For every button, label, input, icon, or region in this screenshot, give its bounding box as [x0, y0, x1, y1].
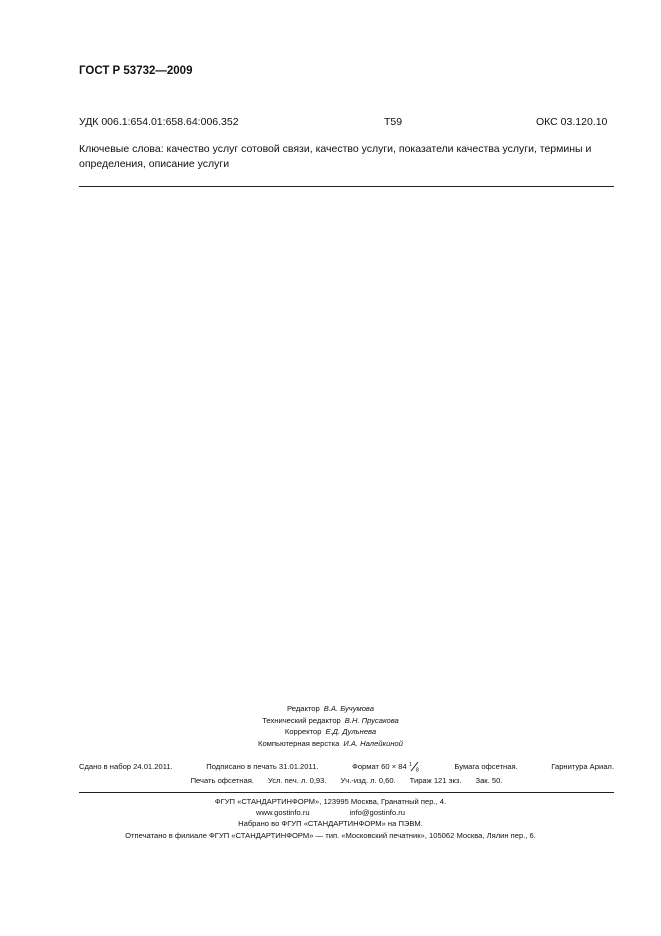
svg-text:1: 1 [408, 762, 412, 768]
publisher-info [0, 796, 661, 841]
fraction-one-eighth-icon [409, 761, 421, 771]
credit-layout: Компьютерная верстка И.А. Налейкиной [258, 738, 403, 748]
email-link[interactable]: info@gostinfo.ru [349, 808, 406, 818]
sent-to-set: Сдано в набор 24.01.2011. [79, 762, 173, 771]
oks-code: ОКС 03.120.10 [536, 116, 608, 128]
typeset-note: Набрано во ФГУП «СТАНДАРТИНФОРМ» на ПЭВМ. [238, 819, 423, 829]
divider [79, 186, 614, 187]
production-row [79, 774, 614, 788]
editorial-credits [0, 703, 661, 749]
signed-to-print: Подписано в печать 31.01.2011. [206, 762, 319, 771]
publisher-address: ФГУП «СТАНДАРТИНФОРМ», 123995 Москва, Гранатный пер., 4. [214, 797, 447, 806]
credit-technical-editor: Технический редактор В.Н. Прусакова [262, 715, 399, 725]
circulation: Тираж 121 экз. [409, 775, 462, 785]
credit-editor: Редактор В.А. Бучумова [287, 704, 374, 713]
standard-code: ГОСТ Р 53732—2009 [79, 65, 193, 77]
typeface: Гарнитура Ариал. [551, 762, 614, 771]
print-type: Печать офсетная. [190, 775, 254, 785]
production-details [79, 760, 614, 787]
publisher-contacts [0, 807, 661, 818]
printer-note: Отпечатано в филиале ФГУП «СТАНДАРТИНФОРМ» — тип. «Московский печатник», 105062 Москва, Лялин пер., 6. [125, 830, 536, 840]
production-row [79, 760, 614, 774]
publishing-sheets: Уч.-изд. л. 0,60. [340, 775, 396, 785]
print-sheets: Усл. печ. л. 0,93. [267, 775, 327, 785]
keywords: Ключевые слова: качество услуг сотовой связи, качество услуги, показатели качества услуги, термины и определения, описание услуги [79, 143, 592, 170]
order-number: Зак. 50. [475, 775, 503, 785]
udk-code: УДК 006.1:654.01:658.64:006.352 [79, 116, 239, 128]
website-link[interactable]: www.gostinfo.ru [255, 808, 310, 818]
svg-text:8: 8 [415, 767, 419, 772]
format: Формат 60 × 84 1 8 [352, 760, 421, 774]
classification-code: Т59 [384, 116, 403, 128]
paper: Бумага офсетная. [454, 762, 518, 771]
credit-proofreader: Корректор Е.Д. Дульнева [284, 727, 377, 736]
divider [79, 792, 614, 793]
